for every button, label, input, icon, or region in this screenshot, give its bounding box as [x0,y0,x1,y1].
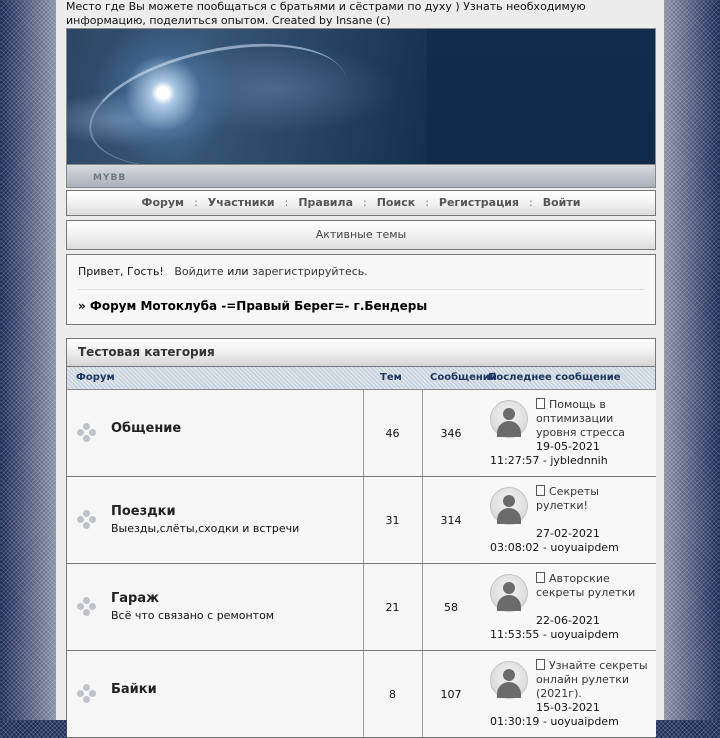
or-text: или [227,265,249,278]
document-icon [536,572,545,583]
forum-title[interactable]: Поездки [111,504,176,519]
last-post-meta: 11:53:55 - uoyuaipdem [490,628,619,641]
forum-status-icon [77,597,97,617]
forum-cell [67,390,364,476]
col-forum: Форум [76,372,115,383]
posts-cell [422,390,481,476]
nav-forum[interactable]: Форум [141,196,185,209]
posts-cell [422,477,481,563]
forum-cell [67,651,364,737]
forum-title[interactable]: Общение [111,421,182,436]
welcome-message [78,265,368,278]
col-topics: Тем [380,372,402,383]
nav-rules[interactable]: Правила [298,196,353,209]
category-title[interactable]: Тестовая категория [67,339,655,367]
posts-count: 107 [440,688,462,701]
welcome-panel [66,254,656,325]
nav-separator: : [425,196,429,209]
document-icon [536,398,545,409]
active-topics-bar [66,220,656,250]
forum-description: Выезды,слёты,сходки и встречи [111,522,300,535]
last-post-date: 15-03-2021 [536,701,600,714]
forum-row [67,390,655,477]
last-post-meta: 03:08:02 - uoyuaipdem [490,541,619,554]
nav-login[interactable]: Войти [542,196,581,209]
last-post-date: 27-02-2021 [536,527,600,540]
forum-row [67,564,655,651]
site-banner [66,28,656,188]
nav-separator: : [529,196,533,209]
topics-count: 21 [385,601,400,614]
col-last-post: Последнее сообщение [488,372,621,383]
posts-count: 314 [440,514,462,527]
last-post-date: 22-06-2021 [536,614,600,627]
forum-status-icon [77,684,97,704]
nav-search[interactable]: Поиск [376,196,416,209]
last-post-topic[interactable]: Помощь в оптимизации уровня стресса [536,398,626,439]
register-link[interactable]: зарегистрируйтесь. [252,265,368,278]
col-posts: Сообщений [430,372,497,383]
last-post-cell [480,477,656,563]
column-headers [67,367,655,390]
forum-cell [67,477,364,563]
forum-row [67,651,655,738]
last-post-topic[interactable]: Секреты рулетки! [536,485,599,512]
last-post-meta: 01:30:19 - uoyuaipdem [490,715,619,728]
forum-category [66,338,656,728]
forum-row [67,477,655,564]
last-post-date: 19-05-2021 [536,440,600,453]
forum-description: Всё что связано с ремонтом [111,609,275,622]
user-avatar-icon[interactable] [490,661,528,699]
site-tagline: Место где Вы можете пообщаться с братьями и сёстрами по духу ) Узнать необходимую информацию, поделиться опытом. Created by Insane (c) [66,0,586,27]
user-avatar-icon[interactable] [490,574,528,612]
breadcrumb[interactable]: » Форум Мотоклуба -=Правый Берег=- г.Бендеры [78,299,428,313]
user-avatar-icon[interactable] [490,400,528,438]
user-avatar-icon[interactable] [490,487,528,525]
topics-cell [363,477,423,563]
last-post-cell [480,564,656,650]
topics-cell [363,390,423,476]
nav-separator: : [284,196,289,209]
document-icon [536,485,545,496]
right-background-gradient [665,0,720,720]
topics-count: 8 [389,688,396,701]
last-post-topic[interactable]: Узнайте секреты онлайн рулетки (2021г). [536,659,648,700]
nav-separator: : [194,196,198,209]
forum-title[interactable]: Байки [111,682,157,697]
topics-count: 46 [385,427,400,440]
active-topics-link[interactable]: Активные темы [315,228,407,241]
topics-cell [363,564,423,650]
forum-cell [67,564,364,650]
posts-count: 58 [444,601,458,614]
last-post-topic[interactable]: Авторские секреты рулетки [536,572,636,599]
page-wrapper [55,0,665,728]
forum-status-icon [77,423,97,443]
last-post-cell [480,651,656,737]
forum-status-icon [77,510,97,530]
banner-bar [67,164,655,187]
topics-count: 31 [385,514,400,527]
posts-cell [422,651,481,737]
greeting-text: Привет, Гость! [78,265,164,278]
forum-title[interactable]: Гараж [111,591,160,606]
last-post-cell [480,390,656,476]
login-link[interactable]: Войдите [174,265,224,278]
left-background-gradient [0,0,55,720]
posts-cell [422,564,481,650]
last-post-meta: 11:27:57 - jyblednnih [490,454,608,467]
posts-count: 346 [440,427,462,440]
welcome-divider [78,289,644,290]
main-navigation [66,190,656,216]
nav-members[interactable]: Участники [207,196,275,209]
mybb-logo: MYBB [93,173,127,183]
nav-register[interactable]: Регистрация [438,196,519,209]
document-icon [536,659,545,670]
nav-separator: : [363,196,367,209]
topics-cell [363,651,423,737]
